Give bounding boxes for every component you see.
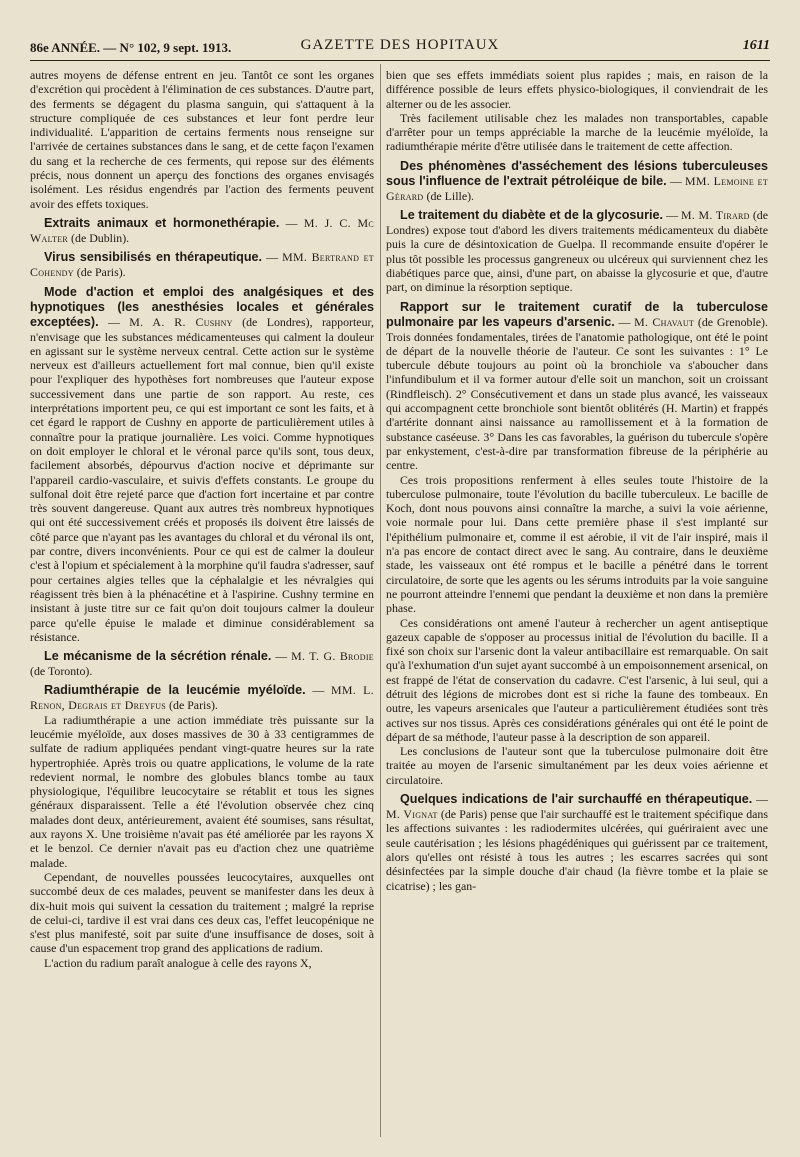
article-authors: MM. L. Renon, Degrais et Dreyfus [30,683,374,713]
body-paragraph: Cependant, de nouvelles poussées leucocytaires, auxquelles ont succombé deux de ces malades, peuvent se manifester dans les deux à dix-huit mois qui suivent la cessation du traitement ; malgré la reprise de celui-ci, tardive il est vrai dans ces deux cas, l'effet leucopénique ne s'est plus manifesté, soit par suite d'une insuffisance de doses, soit à cause d'un espacement trop grand des applications de radium. [30,869,374,956]
article-lead: Le mécanisme de la sécrétion rénale. — M. T. G. Brodie (de Toronto). [30,649,374,679]
article-authors: M. Chavaut [634,314,695,329]
article-authors: M. A. R. Cushny [129,314,233,329]
article [386,159,768,203]
article-title: Rapport sur le traitement curatif de la tuberculose pulmonaire par les vapeurs d'arsenic. [386,299,768,329]
body-paragraph: Ces trois propositions renferment à elles seules toute l'histoire de la tuberculose pulmonaire, toute l'évolution du bacille tuberculeux. Le bacille de Koch, dont nous pouvons ainsi connaître la marche, a suivi la voie aérienne, voie normale pour lui. Dans cette première phase il s'est implanté sur l'épithélium pulmonaire et, comme il est aérobie, il vit de l'air inspiré, mais il n'a pas encore de contact direct avec le sang. Au contraire, dans le deuxième stade, les vaisseaux ont été rompus et le bacille a pénétré dans le torrent circulatoire, de sorte que les agents ou les sérums introduits par la voie sanguine ne pourront atteindre l'ennemi que pendant la deuxième et non dans la première phase. [386,472,768,616]
body-paragraph: La radiumthérapie a une action immédiate très puissante sur la leucémie myéloïde, aux doses massives de 30 à 33 centigrammes de sulfate de radium appliquées pendant vingt-quatre heures sur la rate hypertrophiée. Après trois ou quatre applications, le volume de la rate redevient normal, le nombre des globules blancs tombe au taux physiologique, l'équilibre leucocytaire se rétablit et tous les signes généraux disparaissent. Telle a été l'évolution observée chez cinq malades dont deux, antérieurement, avaient été soumises, sans résultat, aux rayons X. Une troisième n'avait pas été améliorée par les rayons X et le benzol. Ce dernier n'avait pas eu d'action chez une quatrième malade. [30,712,374,870]
article-lead: Le traitement du diabète et de la glycosurie. — M. M. Tirard (de Londres) expose tout d'abord les divers traitements médicamenteux du diabète puis la cure de désintoxication de Guelpa. Il recommande ensuite d'opérer le plus tôt possible les processus gangreneux ou ulcéreux qui surviennent chez les diabétiques parce que, ainsi, d'une part, on abaisse la glycosurie et que, d'autre part, on diminue la résorption septique. [386,208,768,295]
article [386,300,768,788]
body-paragraph: L'action du radium paraît analogue à celle des rayons X, [44,955,312,970]
article-title: Des phénomènes d'asséchement des lésions tuberculeuses sous l'influence de l'extrait pétroléique de bile. [386,158,768,188]
left-column [30,68,374,1133]
article-authors: M. T. G. Brodie [291,649,374,664]
body-paragraph: autres moyens de défense entrent en jeu. Tantôt ce sont les organes d'excrétion qui procèdent à l'élimination de ces substances. D'autre part, des ferments se dégagent du plasma sanguin, qui s'attaquent à la structure compliquée de ces substances et leur font perdre leur individualité. L'apparition de certains ferments nous renseigne sur l'arrivée de certaines substances dans le sang, et de cette façon l'examen du sang et la recherche de ces ferments, qui repose sur des éléments précis, nous donnent un aperçu des fonctions des organes envisagés isolément. Les résidus engendrés par l'action des ferments peuvent avoir des effets toxiques. [30,68,374,211]
article-authors: MM. Bertrand et Cohendy [30,250,374,280]
article [386,792,768,893]
body-paragraph: Ces considérations ont amené l'auteur à rechercher un agent antiseptique gazeux capable de s'opposer au processus initial de l'évolution du bacille. Il a fixé son choix sur l'arsenic dont la valeur antibacillaire est remarquable. On sait qu'à l'exhumation d'un sujet ayant succombé à un empoisonnement arsenical, on est frappé de l'état de conservation du cadavre. C'est l'arsenic, à lui seul, qui a détruit des légions de microbes dont est si riche la faune des tombeaux. En outre, les vapeurs arsenicales que l'auteur a particulièrement étudiées sont très actives sur nos tissus. Après ces considérations générales qui ont été le point de départ de sa méthode, l'auteur passe à la description de son appareil. [386,615,768,744]
header-rule [30,60,770,61]
column-divider [380,64,381,1137]
article [386,208,768,294]
article-text: (de Londres) expose tout d'abord les divers traitements médicamenteux du diabète puis la cure de désintoxication de Guelpa. Il recommande ensuite d'opérer le plus tôt possible les processus gangreneux ou ulcéreux qui surviennent chez les diabétiques parce que, ainsi, d'une part, on abaisse la glycosurie et que, d'autre part, on diminue la résorption septique. [386,208,768,295]
article-text: (de Grenoble). Trois données fondamentales, tirées de l'anatomie pathologique, ont été le point de départ de la nouvelle théorie de l'auteur. Ce sont les suivantes : 1° Le tubercule débute toujours au point où la bronchiole va s'aboucher dans l'infundibulum et il va former autour d'elle soit un manchon, soit un croissant (Rindfleisch). 2° Consécutivement et dans un stade plus avancé, les vaisseaux qui accompagnent cette bronchiole sont bientôt oblitérés (H. Martin) et frappés d'artérite donnant ainsi naissance au ramollissement et à la formation de substance caséeuse. 3° Dans les cas favorables, la guérison du tubercule s'opère par enkystement, c'est-à-dire par transformation fibreuse de la périphérie au centre. [386,314,768,473]
body-paragraph: Très facilement utilisable chez les malades non transportables, capable d'arrêter pour un temps appréciable la marche de la leucémie myéloïde, la radiumthérapie mérite d'être utilisée dans le traitement de cette affection. [386,110,768,154]
article-title: Le traitement du diabète et de la glycosurie. [400,208,664,223]
article-lead: Radiumthérapie de la leucémie myéloïde. — MM. L. Renon, Degrais et Dreyfus (de Paris). [30,683,374,713]
article-text: (de Paris). [166,698,218,713]
article-title: Radiumthérapie de la leucémie myéloïde. [44,683,306,698]
article-authors: M. M. Tirard [681,208,750,223]
article-text: (de Paris). [73,265,126,280]
article-lead: Extraits animaux et hormonethérapie. — M. J. C. Mc Walter (de Dublin). [30,215,374,245]
article-text: (de Toronto). [30,664,93,679]
article-text: (de Londres), rapporteur, n'envisage que les substances médicamenteuses qui calment la douleur en agissant sur le système nerveux central. Cette action sur le système nerveux est d'ailleurs actuellement fort mal connue, bien qu'il existe pour l'expliquer des hypothèses fort nombreuses que l'auteur expose successivement dans une partie de son rapport. Au reste, ces interprétations importent peu, ce qui est important ce sont les faits, et à cet égard le rapport de Cushny en apporte de particulièrement utiles à connaître pour la pratique journalière. Les voici. Comme hypnotiques on doit employer le chloral et le véronal parce qu'ils sont, tous deux, facilement absorbés, dépourvus d'action nocive et déprimante sur l'appareil cardio-vasculaire, et suivis d'effets constants. Le groupe du sulfonal doit être rejeté parce que d'action fort incertaine et par contre très souvent dangereuse. Quant aux autres très nombreux hypnotiques qui ont été successivement créés et proposés ils doivent être laissés de côté parce que n'ayant pas les avantages du chloral et du véronal ils ont, par contre, divers inconvénients. Pour ce qui est de calmer la douleur c'est à l'opium et spécialement à la morphine qu'il faudra s'adresser, sauf pour certaines algies telles que la céphalalgie et les névralgies qui réagissent très bien à la phénacétine et à l'aspirine. Cushny termine en insistant à juste titre sur ce fait qu'on doit toujours calmer la douleur parce qu'elle épuise le malade et diminue considérablement sa résistance. [30,314,374,644]
page-header [30,34,770,58]
article-lead: Rapport sur le traitement curatif de la tuberculose pulmonaire par les vapeurs d'arsenic. — M. Chavaut (de Grenoble). Trois données fondamentales, tirées de l'anatomie pathologique, ont été le point de départ de la nouvelle théorie de l'auteur. Ce sont les suivantes : 1° Le tubercule débute toujours au point où la bronchiole va s'aboucher dans l'infundibulum et il va former autour d'elle soit un manchon, soit un croissant (Rindfleisch). 2° Consécutivement et dans un stade plus avancé, les vaisseaux qui accompagnent cette bronchiole sont bientôt oblitérés (H. Martin) et frappés d'artérite donnant ainsi naissance au ramollissement et à la formation de substance caséeuse. 3° Dans les cas favorables, la guérison du tubercule s'opère par enkystement, c'est-à-dire par transformation fibreuse de la périphérie au centre. [386,299,768,473]
article-lead: Quelques indications de l'air surchauffé en thérapeutique. — M. Vignat (de Paris) pense que l'air surchauffé est le traitement spécifique dans les affections suivantes : les radiodermites ulcérées, qui guériraient avec une seule cautérisation ; les lésions phagédéniques qui guérissent par ce traitement, alors qu'elles ont résisté à tous les autres ; les escarres sacrées qui sont désinfectées par la simple douche d'air chaud (la fièvre tombe et la plaie se cicatrise) ; les gan- [386,792,768,893]
body-paragraph: bien que ses effets immédiats soient plus rapides ; mais, en raison de la différence possible de leurs effets physico-biologiques, il conviendrait de les alterner ou de les associer. [386,68,768,111]
article-authors: MM. Lemoine et Gérard [386,173,768,203]
page-number: 1611 [742,38,770,53]
article-lead: Des phénomènes d'asséchement des lésions tuberculeuses sous l'influence de l'extrait pétroléique de bile. — MM. Lemoine et Gérard (de Lille). [386,158,768,203]
article-text: (de Dublin). [68,230,130,245]
article [30,250,374,279]
article-authors: M. J. C. Mc Walter [30,215,374,245]
journal-title: GAZETTE DES HOPITAUX [300,37,500,53]
article-lead: Mode d'action et emploi des analgésiques et des hypnotiques (les anesthésies locales et générales exceptées). — M. A. R. Cushny (de Londres), rapporteur, n'envisage que les substances médicamenteuses qui calment la douleur en agissant sur le système nerveux central. Cette action sur le système nerveux est d'ailleurs actuellement fort mal connue, bien qu'il existe pour l'expliquer des hypothèses fort nombreuses que l'auteur expose successivement dans une partie de son rapport. Au reste, ces interprétations importent peu, ce qui est important ce sont les faits, et à cet égard le rapport de Cushny en apporte de particulièrement utiles à connaître pour la pratique journalière. Les voici. Comme hypnotiques on doit employer le chloral et le véronal parce qu'ils sont, tous deux, facilement absorbés, dépourvus d'action nocive et déprimante sur l'appareil cardio-vasculaire, et suivis d'effets constants. Le groupe du sulfonal doit être rejeté parce que d'action fort incertaine et par contre très souvent dangereuse. Quant aux autres très nombreux hypnotiques qui ont été successivement créés et proposés ils doivent être laissés de côté parce que n'ayant pas les avantages du chloral et du véronal ils ont, par contre, divers inconvénients. Pour ce qui est de calmer la douleur c'est à l'opium et spécialement à la morphine qu'il faudra s'adresser, sauf pour certaines algies telles que la céphalalgie et les névralgies qui réagissent très bien à la phénacétine et à l'aspirine. Cushny termine en insistant à juste titre sur ce fait qu'on doit toujours calmer la douleur parce qu'elle épuise le malade et diminue considérablement sa résistance. [30,284,374,644]
article-title: Virus sensibilisés en thérapeutique. [44,250,263,265]
article [30,285,374,645]
article-text: (de Paris) pense que l'air surchauffé est le traitement spécifique dans les affections suivantes : les radiodermites ulcérées, qui guériraient avec une seule cautérisation ; les lésions phagédéniques qui guérissent par ce traitement, alors qu'elles ont résisté à tous les autres ; les escarres sacrées qui sont désinfectées par la simple douche d'air chaud (la fièvre tombe et la plaie se cicatrise) ; les gan- [386,807,768,893]
article [30,649,374,678]
article-title: Extraits animaux et hormonethérapie. [44,215,280,230]
article-lead: Virus sensibilisés en thérapeutique. — MM. Bertrand et Cohendy (de Paris). [30,250,374,280]
body-paragraph: Les conclusions de l'auteur sont que la tuberculose pulmonaire doit être traitée au moyen de l'arsenic simultanément par les deux voies aérienne et circulatoire. [386,744,768,787]
article-title: Le mécanisme de la sécrétion rénale. [44,649,272,664]
article-title: Quelques indications de l'air surchauffé en thérapeutique. [400,792,753,807]
right-column [386,68,768,1133]
article-text: (de Lille). [423,188,475,203]
article-title: Mode d'action et emploi des analgésiques et des hypnotiques (les anesthésies locales et générales exceptées). [30,284,374,329]
article-authors: M. Vignat [386,807,438,822]
issue-info: 86e ANNÉE. — N° 102, 9 sept. 1913. [30,40,232,55]
article [30,683,374,970]
article [30,216,374,245]
